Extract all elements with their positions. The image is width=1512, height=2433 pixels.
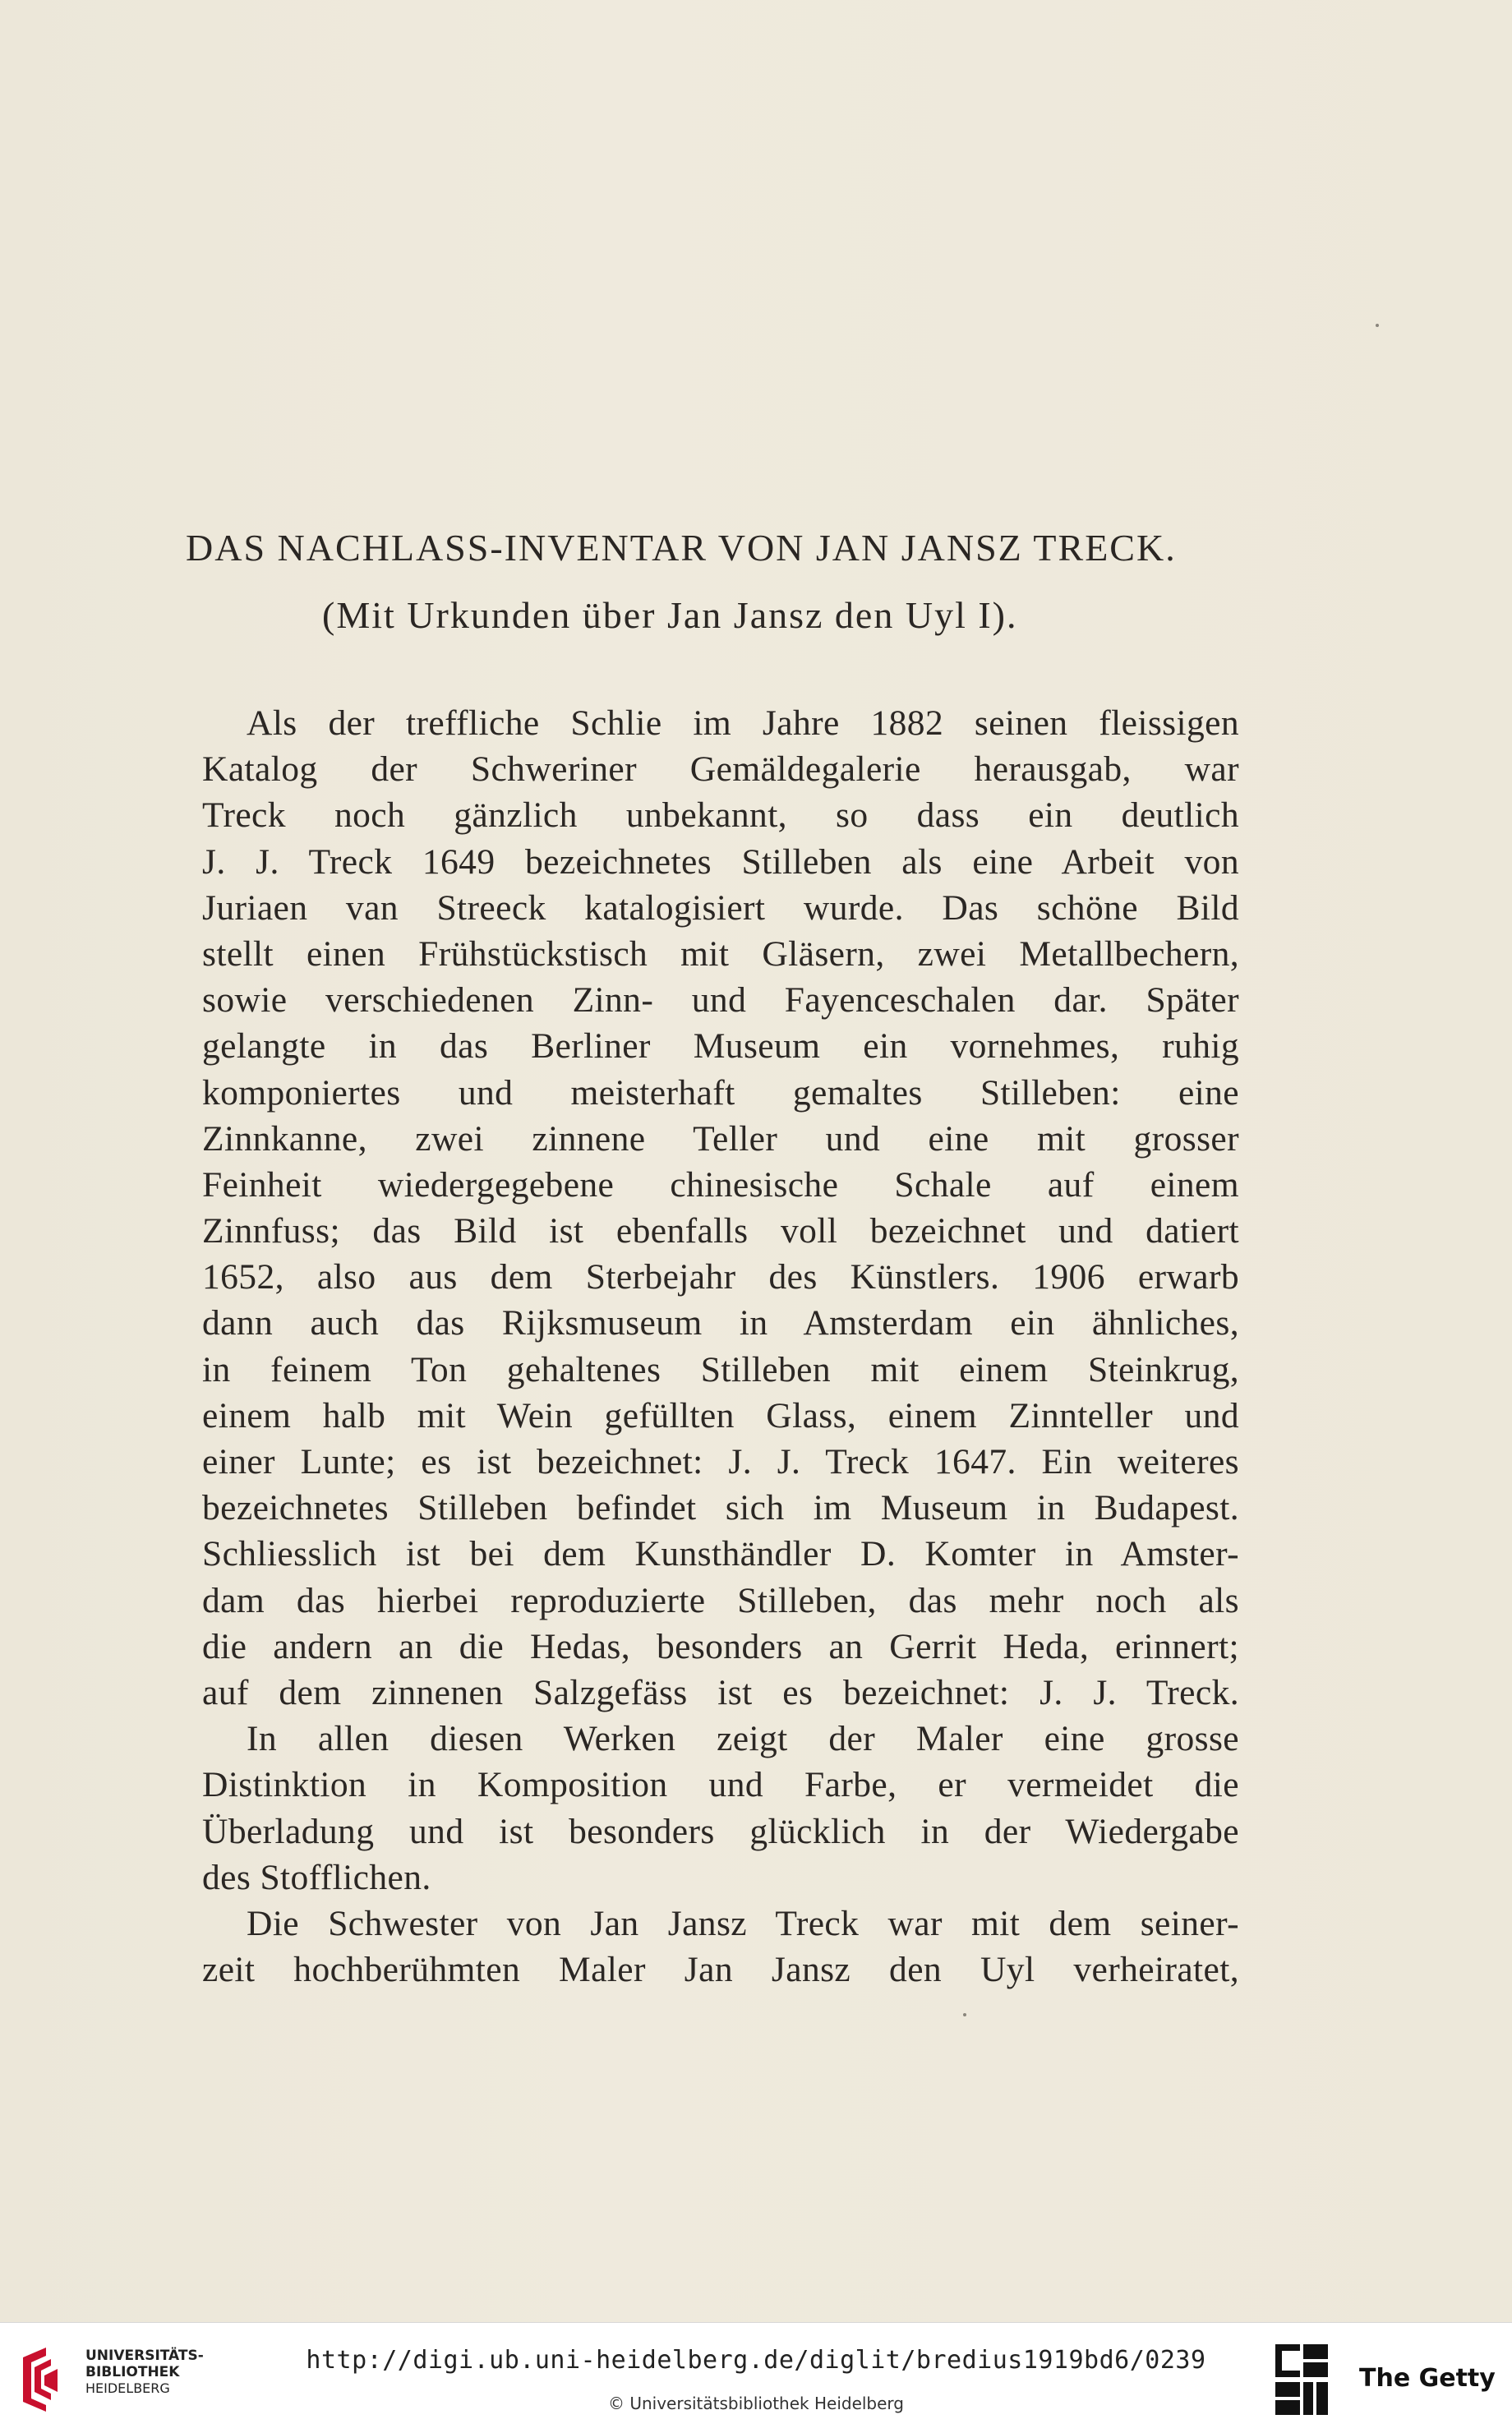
text-line: zeit hochberühmten Maler Jan Jansz den Uyl verheiratet, <box>202 1950 1239 1990</box>
text-line: gelangte in das Berliner Museum ein vornehmes, ruhig <box>202 1026 1239 1067</box>
permalink-url[interactable]: http://digi.ub.uni-heidelberg.de/diglit/bredius1919bd6/0239 <box>306 2346 1206 2375</box>
text-line: in feinem Ton gehaltenes Stilleben mit einem Steinkrug, <box>202 1349 1239 1389</box>
text-line: J. J. Treck 1649 bezeichnetes Stilleben als eine Arbeit von <box>202 841 1239 882</box>
library-name-line1: UNIVERSITÄTS- <box>85 2348 204 2364</box>
text-line: auf dem zinnenen Salzgefäss ist es bezeichnet: J. J. Treck. <box>202 1672 1239 1712</box>
text-line: dann auch das Rijksmuseum in Amsterdam ein ähnliches, <box>202 1303 1239 1343</box>
text-line: Treck noch gänzlich unbekannt, so dass ein deutlich <box>202 795 1239 836</box>
text-line: sowie verschiedenen Zinn- und Fayenceschalen dar. Später <box>202 980 1239 1021</box>
text-line: In allen diesen Werken zeigt der Maler eine grosse <box>247 1719 1239 1759</box>
paper-speck <box>1376 324 1379 327</box>
text-line: komponiertes und meisterhaft gemaltes Stilleben: eine <box>202 1072 1239 1113</box>
library-name-line3: HEIDELBERG <box>85 2380 170 2396</box>
paper-speck <box>963 2013 966 2016</box>
copyright-notice: © Universitätsbibliothek Heidelberg <box>607 2394 904 2413</box>
getty-logo-icon[interactable] <box>1272 2341 1331 2420</box>
text-line: bezeichnetes Stilleben befindet sich im Museum in Budapest. <box>202 1488 1239 1528</box>
text-line: die andern an die Hedas, besonders an Gerrit Heda, erinnert; <box>202 1626 1239 1666</box>
text-line: stellt einen Frühstückstisch mit Gläsern, zwei Metallbechern, <box>202 933 1239 974</box>
viewer-footer <box>0 2322 1512 2433</box>
article-title: DAS NACHLASS-INVENTAR VON JAN JANSZ TRECK. <box>186 527 1177 569</box>
partner-name[interactable]: The Getty <box>1359 2364 1496 2393</box>
text-line: Zinnkanne, zwei zinnene Teller und eine mit grosser <box>202 1118 1239 1159</box>
library-name-line2: BIBLIOTHEK <box>85 2364 180 2380</box>
text-line: dam das hierbei reproduzierte Stilleben, das mehr noch als <box>202 1580 1239 1620</box>
text-line: einem halb mit Wein gefüllten Glass, einem Zinnteller und <box>202 1395 1239 1435</box>
text-line: Juriaen van Streeck katalogisiert wurde. Das schöne Bild <box>202 887 1239 928</box>
text-line: des Stofflichen. <box>202 1857 431 1897</box>
text-line: Als der treffliche Schlie im Jahre 1882 seinen fleissigen <box>247 703 1239 743</box>
text-line: Zinnfuss; das Bild ist ebenfalls voll bezeichnet und datiert <box>202 1211 1239 1251</box>
article-body <box>202 700 1239 1993</box>
text-line: einer Lunte; es ist bezeichnet: J. J. Treck 1647. Ein weiteres <box>202 1442 1239 1481</box>
text-line: Katalog der Schweriner Gemäldegalerie herausgab, war <box>202 749 1239 790</box>
text-line: Überladung und ist besonders glücklich in der Wiedergabe <box>202 1811 1239 1851</box>
text-line: Die Schwester von Jan Jansz Treck war mit dem seiner- <box>247 1903 1239 1943</box>
text-line: Feinheit wiedergegebene chinesische Schale auf einem <box>202 1164 1239 1205</box>
text-line: Distinktion in Komposition und Farbe, er vermeidet die <box>202 1765 1239 1805</box>
article-subtitle: (Mit Urkunden über Jan Jansz den Uyl I). <box>322 594 1018 636</box>
text-line: Schliesslich ist bei dem Kunsthändler D. Komter in Amster- <box>202 1534 1239 1574</box>
text-line: 1652, also aus dem Sterbejahr des Künstlers. 1906 erwarb <box>202 1257 1239 1297</box>
